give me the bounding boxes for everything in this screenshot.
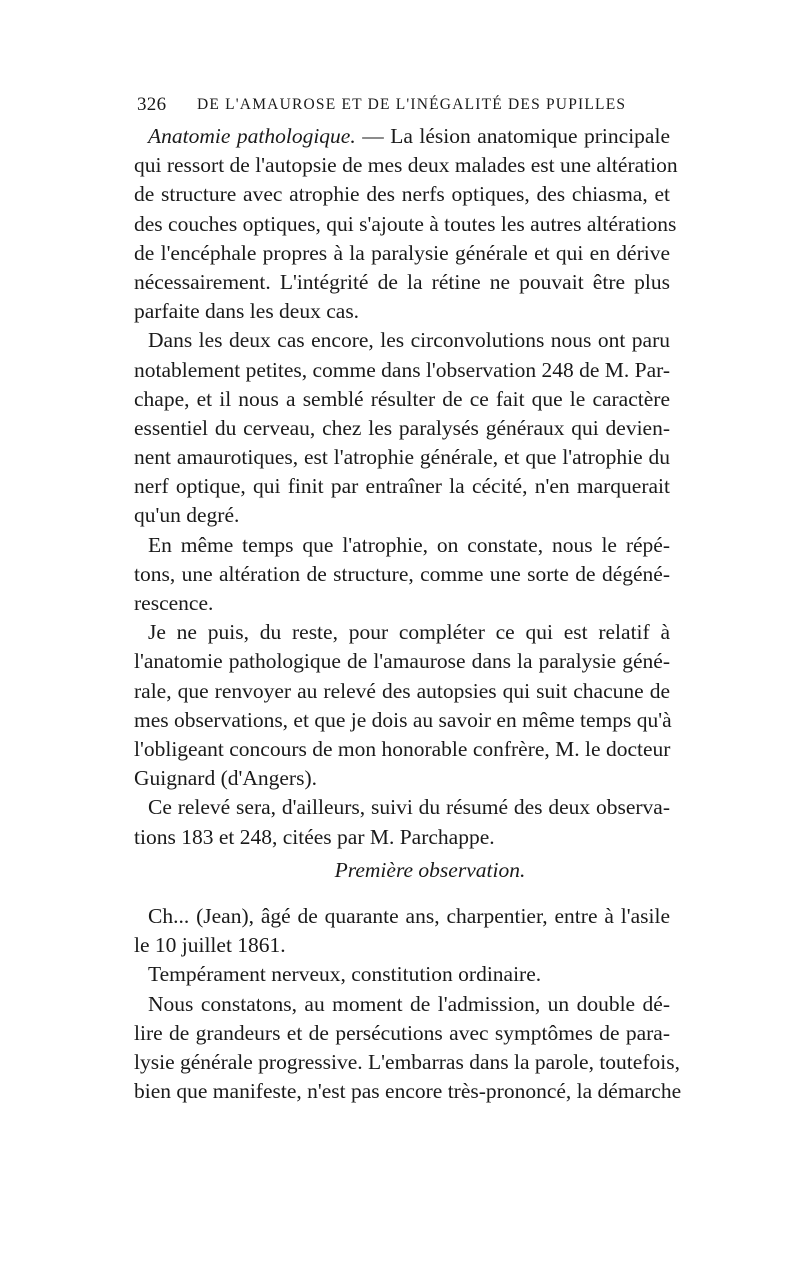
page-header xyxy=(137,94,667,118)
line-text: de l'encéphale propres à la paralysie générale et qui en dérive xyxy=(134,240,670,265)
paragraph xyxy=(134,902,670,960)
line-text: Je ne puis, du reste, pour compléter ce qui est relatif à xyxy=(148,620,670,645)
line-text: notablement petites, comme dans l'observation 248 de M. Par- xyxy=(134,357,671,382)
line-text: qu'un degré. xyxy=(134,503,240,528)
text-line xyxy=(134,931,670,960)
text-line xyxy=(134,618,670,647)
line-text: l'obligeant concours de mon honorable confrère, M. le docteur xyxy=(134,736,671,761)
line-text: qui ressort de l'autopsie de mes deux malades est une altération xyxy=(134,153,678,178)
body-text-part2 xyxy=(134,902,682,1106)
line-text: nerf optique, qui finit par entraîner la cécité, n'en marquerait xyxy=(134,474,670,499)
paragraph xyxy=(134,531,670,619)
running-title: DE L'AMAUROSE ET DE L'INÉGALITÉ DES PUPILLES xyxy=(197,96,627,113)
text-line xyxy=(134,1019,670,1048)
line-text: rescence. xyxy=(134,591,214,615)
text-line xyxy=(134,472,670,501)
text-line xyxy=(134,1048,680,1077)
text-line xyxy=(134,793,670,822)
line-text: de structure avec atrophie des nerfs optiques, des chiasma, et xyxy=(134,182,670,207)
line-text: — La lésion anatomique principale xyxy=(355,124,670,148)
text-line xyxy=(134,902,670,931)
text-line xyxy=(134,706,670,735)
line-text: des couches optiques, qui s'ajoute à toutes les autres altérations xyxy=(134,211,677,236)
paragraph xyxy=(134,793,670,851)
line-text: rale, que renvoyer au relevé des autopsies qui suit chacune de xyxy=(134,678,670,703)
line-text: Dans les deux cas encore, les circonvolutions nous ont paru xyxy=(148,328,670,353)
body-text-part1 xyxy=(134,122,678,852)
line-text: nent amaurotiques, est l'atrophie générale, et que l'atrophie du xyxy=(134,445,670,470)
text-line xyxy=(134,326,670,355)
page-number: 326 xyxy=(137,94,167,115)
text-line xyxy=(134,990,670,1019)
text-line xyxy=(134,443,670,472)
text-line xyxy=(134,764,670,793)
text-line xyxy=(134,735,670,764)
text-line xyxy=(134,647,670,676)
line-text: nécessairement. L'intégrité de la rétine ne pouvait être plus xyxy=(134,269,670,294)
text-line xyxy=(134,1077,682,1106)
text-line xyxy=(134,122,670,151)
text-line xyxy=(134,560,670,589)
line-text: lysie générale progressive. L'embarras dans la parole, toutefois, xyxy=(134,1049,680,1074)
paragraph xyxy=(134,326,670,530)
paragraph xyxy=(134,122,678,326)
text-line xyxy=(134,501,670,530)
paragraph xyxy=(134,618,670,793)
text-line xyxy=(134,239,670,268)
line-text: En même temps que l'atrophie, on constate, nous le répé- xyxy=(148,532,670,557)
text-line xyxy=(134,297,670,326)
section-title: Première observation. xyxy=(334,858,526,882)
line-text: l'anatomie pathologique de l'amaurose dans la paralysie géné- xyxy=(134,649,670,674)
line-text: Ch... (Jean), âgé de quarante ans, charpentier, entre à l'asile xyxy=(148,904,670,928)
line-text: chape, et il nous a semblé résulter de ce fait que le caractère xyxy=(134,386,670,411)
line-text: essentiel du cerveau, chez les paralysés généraux qui devien- xyxy=(134,415,670,440)
paragraph xyxy=(134,990,682,1107)
italic-heading: Anatomie pathologique. xyxy=(148,124,356,148)
text-line xyxy=(134,151,678,180)
text-line xyxy=(134,960,670,989)
text-line xyxy=(134,268,670,297)
line-text: parfaite dans les deux cas. xyxy=(134,299,360,324)
text-line xyxy=(134,414,670,443)
line-text: le 10 juillet 1861. xyxy=(134,933,286,958)
text-line xyxy=(134,589,670,618)
line-text: Guignard (d'Angers). xyxy=(134,766,317,791)
text-line xyxy=(134,210,677,239)
line-text: lire de grandeurs et de persécutions avec symptômes de para- xyxy=(134,1020,670,1045)
text-line xyxy=(134,180,670,209)
line-text: Tempérament nerveux, constitution ordinaire. xyxy=(148,962,542,987)
text-line xyxy=(134,823,670,852)
line-text: bien que manifeste, n'est pas encore très-prononcé, la démarche xyxy=(134,1079,682,1104)
text-line xyxy=(134,531,670,560)
text-line xyxy=(134,356,670,385)
line-text: tons, une altération de structure, comme une sorte de dégéné- xyxy=(134,561,670,586)
text-line xyxy=(134,385,670,414)
line-text: tions 183 et 248, citées par M. Parchappe. xyxy=(134,824,495,849)
line-text: mes observations, et que je dois au savoir en même temps qu'à xyxy=(134,707,672,732)
line-text: Nous constatons, au moment de l'admission, un double dé- xyxy=(148,991,670,1016)
paragraph xyxy=(134,960,670,989)
line-text: Ce relevé sera, d'ailleurs, suivi du résumé des deux observa- xyxy=(148,795,670,820)
text-line xyxy=(134,677,670,706)
